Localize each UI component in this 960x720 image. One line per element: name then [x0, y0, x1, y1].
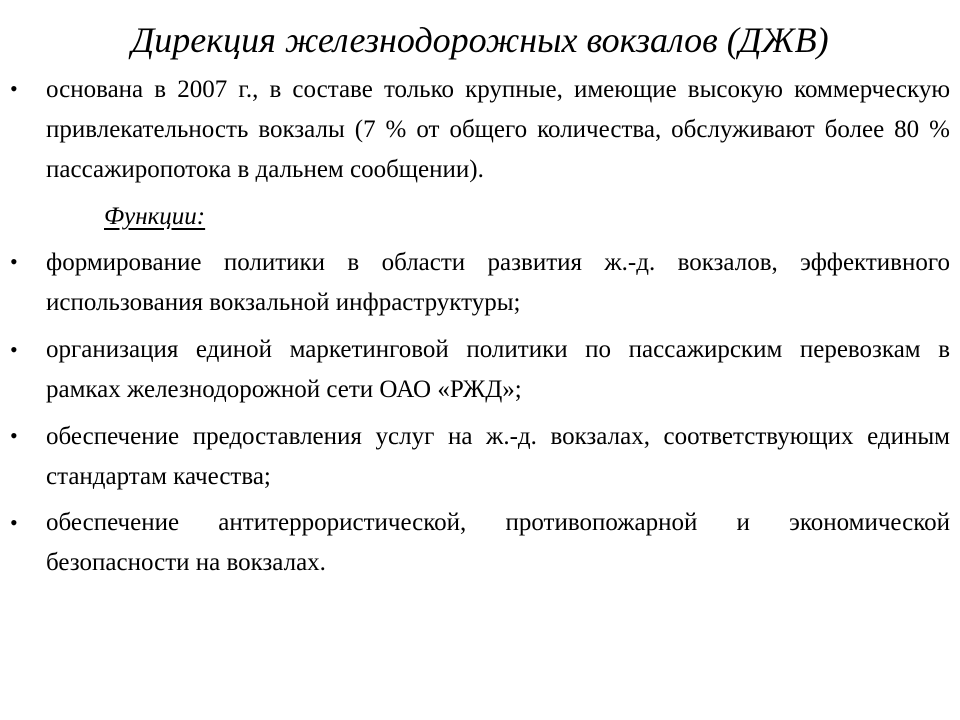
function-item-2: организация единой маркетинговой политики по пассажирским перевозкам в рамках железнодорожной сети ОАО «РЖД»;: [46, 336, 950, 403]
function-item-1: формирование политики в области развития ж.-д. вокзалов, эффективного использования вокзальной инфраструктуры;: [46, 249, 950, 316]
slide-title: Дирекция железнодорожных вокзалов (ДЖВ): [131, 20, 829, 60]
function-item-4: обеспечение антитеррористической, противопожарной и экономической безопасности на вокзалах.: [46, 509, 950, 576]
bullet-icon: •: [10, 76, 18, 101]
bullet-icon: •: [10, 249, 18, 274]
bullet-icon: •: [10, 423, 18, 448]
intro-paragraph: основана в 2007 г., в составе только крупные, имеющие высокую коммерческую привлекательность вокзалы (7 % от общего количества, обслуживают более 80 % пассажиропотока в дальнем сообщении).: [46, 76, 950, 183]
bullet-icon: •: [10, 510, 18, 535]
functions-heading: Функции:: [104, 203, 206, 230]
bullet-icon: •: [10, 337, 18, 362]
function-item-3: обеспечение предоставления услуг на ж.-д. вокзалах, соответствующих единым стандартам качества;: [46, 423, 950, 490]
